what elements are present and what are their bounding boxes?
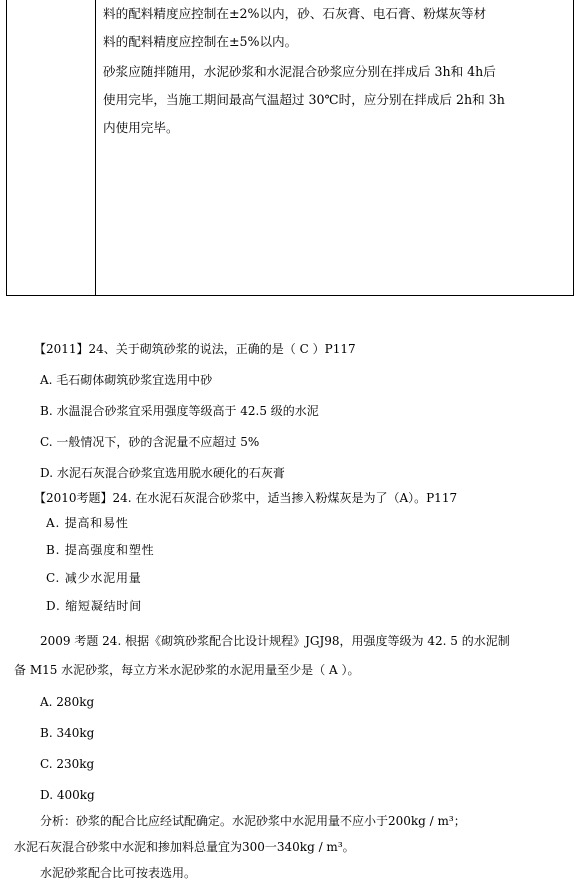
question-2010-option-b: B. 提高强度和塑性 [46, 543, 155, 557]
question-2011-option-b: B. 水温混合砂浆宜采用强度等级高于 42.5 级的水泥 [40, 404, 319, 418]
question-2009-option-a: A. 280kg [40, 695, 95, 709]
cell-line-5: 内使用完毕。 [103, 120, 179, 135]
question-2011-stem: 【2011】24、关于砌筑砂浆的说法，正确的是（ C ）P117 [34, 342, 356, 356]
table-column-divider [95, 0, 96, 295]
question-2011-option-c: C. 一般情况下，砂的含泥量不应超过 5% [40, 435, 260, 449]
question-2009-stem-line-1: 2009 考题 24. 根据《砌筑砂浆配合比设计规程》JGJ98，用强度等级为 42. 5 的水泥制 [40, 634, 510, 648]
cell-line-2: 料的配料精度应控制在±5%以内。 [103, 34, 298, 49]
cell-line-3: 砂浆应随拌随用，水泥砂浆和水泥混合砂浆应分别在拌成后 3h和 4h后 [103, 64, 496, 79]
question-2010-stem: 【2010考题】24. 在水泥石灰混合砂浆中，适当掺入粉煤灰是为了（A）。P117 [34, 491, 458, 505]
cell-line-1: 料的配料精度应控制在±2%以内，砂、石灰膏、电石膏、粉煤灰等材 [103, 6, 487, 21]
question-2009-option-b: B. 340kg [40, 726, 95, 740]
analysis-line-3: 水泥砂浆配合比可按表选用。 [40, 866, 197, 880]
question-2010-option-d: D. 缩短凝结时间 [46, 599, 143, 613]
question-2009-option-c: C. 230kg [40, 757, 95, 771]
analysis-line-2: 水泥石灰混合砂浆中水泥和掺加料总量宜为300一340kg / m³。 [14, 840, 355, 854]
question-2010-option-a: A. 提高和易性 [46, 516, 129, 530]
question-2011-option-d: D. 水泥石灰混合砂浆宜选用脱水硬化的石灰膏 [40, 466, 285, 480]
question-2009-option-d: D. 400kg [40, 788, 95, 802]
question-2009-stem-line-2: 备 M15 水泥砂浆，每立方米水泥砂浆的水泥用量至少是（ A ）。 [14, 663, 360, 677]
cell-line-4: 使用完毕，当施工期间最高气温超过 30℃时，应分别在拌成后 2h和 3h [103, 92, 505, 107]
question-2010-option-c: C. 减少水泥用量 [46, 571, 142, 585]
table-cell-text [103, 0, 565, 142]
question-2011-option-a: A. 毛石砌体砌筑砂浆宜选用中砂 [40, 373, 213, 387]
table-cell-frame [6, 0, 574, 296]
analysis-line-1: 分析：砂浆的配合比应经试配确定。水泥砂浆中水泥用量不应小于200kg / m³； [40, 814, 466, 828]
